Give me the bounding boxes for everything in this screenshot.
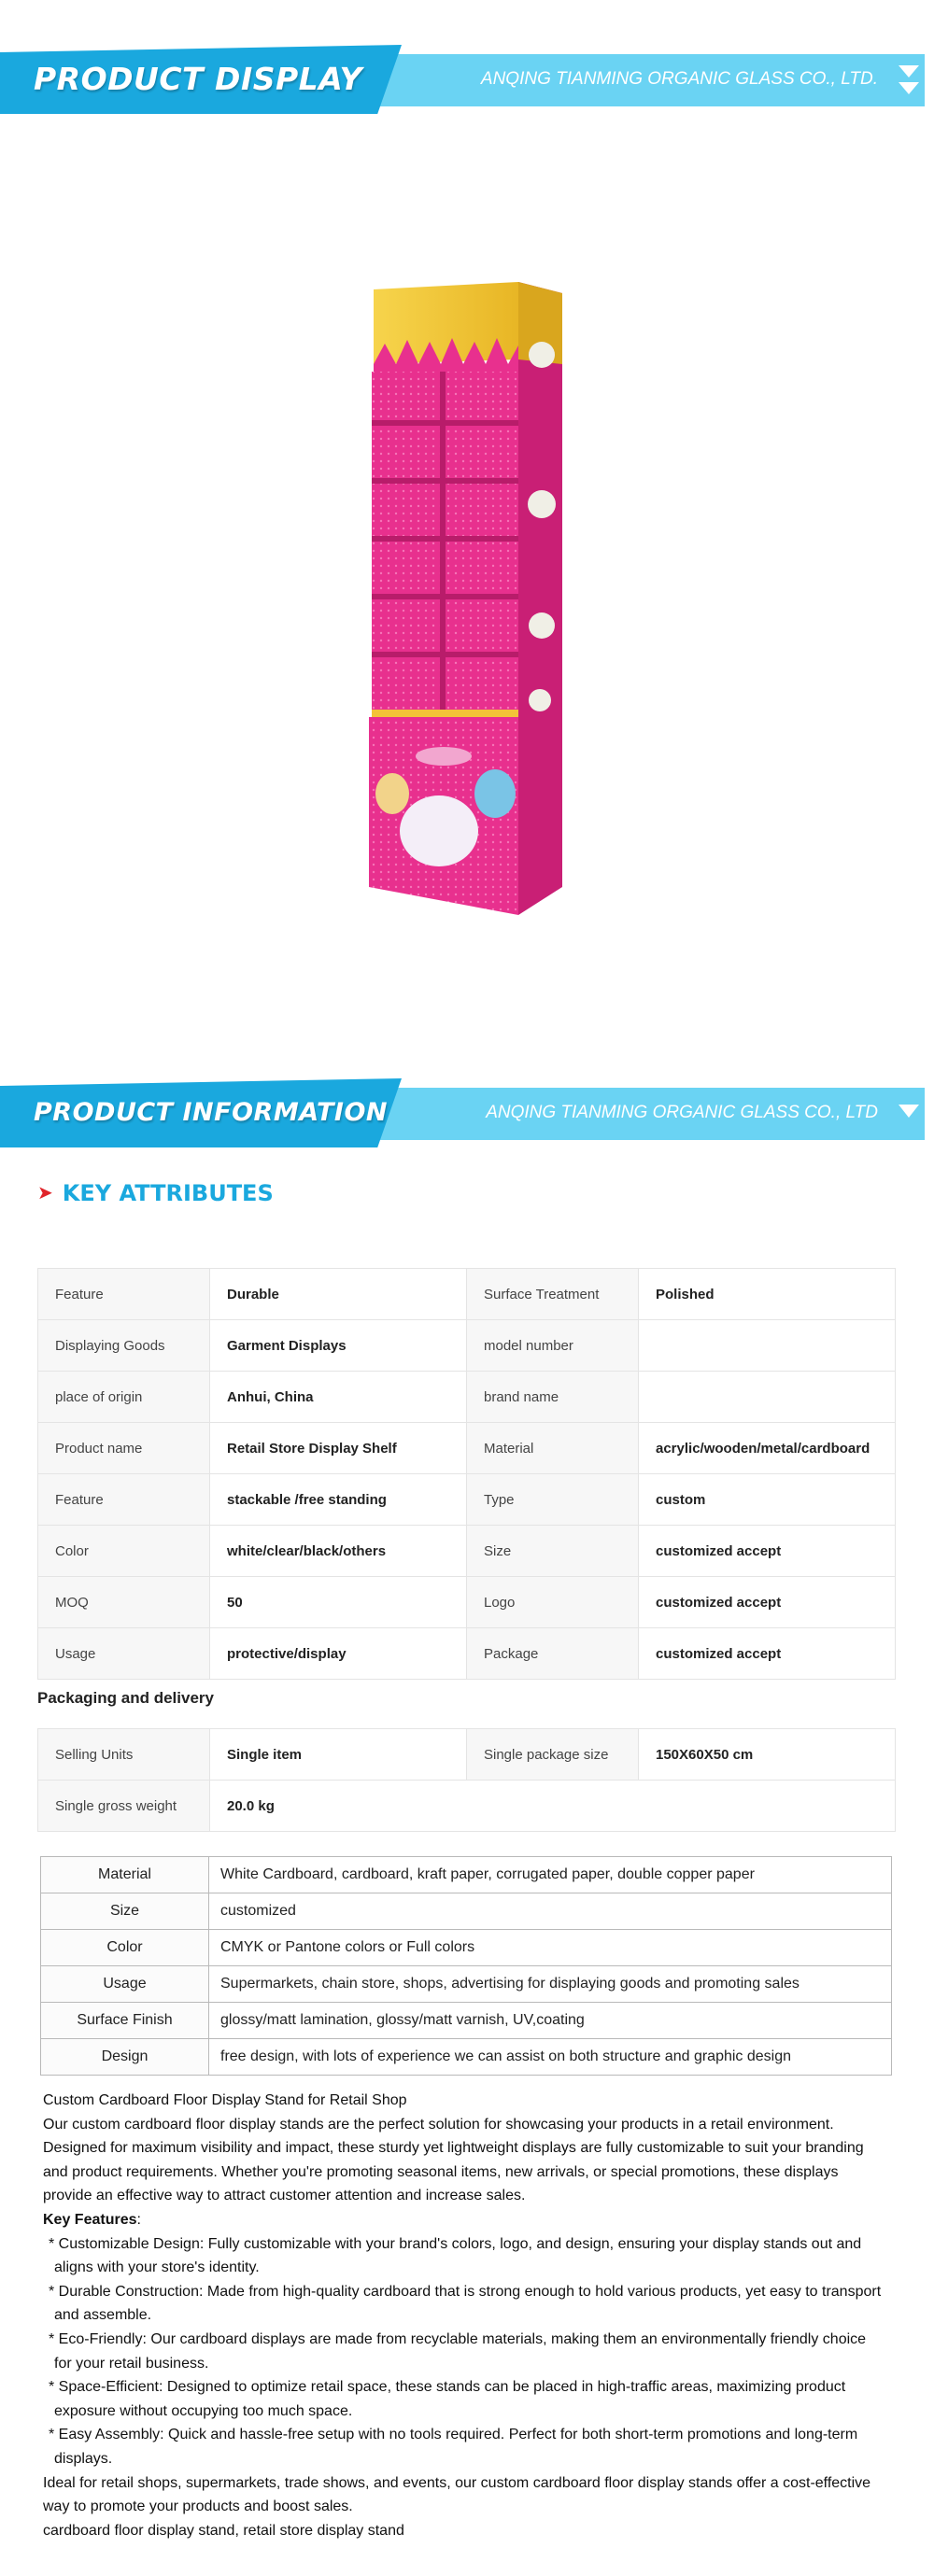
packaging-table [37, 1728, 896, 1832]
attr-key: Displaying Goods [38, 1320, 210, 1372]
product-display-banner [0, 45, 934, 114]
spec-value: customized [209, 1893, 892, 1930]
product-description [43, 2089, 884, 2542]
banner-company-name: ANQING TIANMING ORGANIC GLASS CO., LTD. [480, 69, 878, 89]
attr-key: Package [467, 1628, 639, 1680]
table-row [41, 2003, 892, 2039]
attr-value: customized accept [639, 1628, 896, 1680]
feature-item: * Eco-Friendly: Our cardboard displays are made from recyclable materials, making them an environmentally friendly choice for your retail business. [49, 2330, 867, 2372]
banner-company-name: ANQING TIANMING ORGANIC GLASS CO., LTD [486, 1103, 878, 1122]
attr-key: place of origin [38, 1372, 210, 1423]
table-row [41, 1893, 892, 1930]
banner-title: PRODUCT DISPLAY [34, 61, 362, 97]
attr-key: model number [467, 1320, 639, 1372]
attr-value: Single item [210, 1729, 467, 1781]
attr-key: Selling Units [38, 1729, 210, 1781]
table-row [41, 1857, 892, 1893]
attr-value [639, 1372, 896, 1423]
attr-key: Logo [467, 1577, 639, 1628]
attr-value: 50 [210, 1577, 467, 1628]
feature-item: * Customizable Design: Fully customizable with your brand's colors, logo, and design, ensuring your display stands out and aligns with your store's identity. [49, 2235, 862, 2276]
chevron-down-icon [897, 62, 921, 99]
spec-value: CMYK or Pantone colors or Full colors [209, 1930, 892, 1966]
key-features-label [43, 2208, 884, 2232]
chevron-down-icon [897, 1095, 921, 1133]
attr-value: white/clear/black/others [210, 1526, 467, 1577]
table-row [38, 1320, 896, 1372]
attr-value: Garment Displays [210, 1320, 467, 1372]
spec-value: free design, with lots of experience we can assist on both structure and graphic design [209, 2039, 892, 2076]
description-intro: Our custom cardboard floor display stands are the perfect solution for showcasing your products in a retail environment. Designed for maximum visibility and impact, these sturdy yet lightweight displays are fully customizable to suit your branding and product requirements. Whether you're promoting seasonal items, new arrivals, or special promotions, these displays provide an effective way to attract customer attention and increase sales. [43, 2116, 864, 2204]
attr-value: 150X60X50 cm [639, 1729, 896, 1781]
spec-key: Surface Finish [41, 2003, 209, 2039]
spec-value: Supermarkets, chain store, shops, advertising for displaying goods and promoting sales [209, 1966, 892, 2003]
attr-key: Product name [38, 1423, 210, 1474]
table-row [38, 1628, 896, 1680]
attr-value: customized accept [639, 1577, 896, 1628]
attr-value: protective/display [210, 1628, 467, 1680]
attr-key: Usage [38, 1628, 210, 1680]
key-attributes-table [37, 1268, 896, 1680]
table-row [38, 1729, 896, 1781]
attr-value: stackable /free standing [210, 1474, 467, 1526]
spec-key: Material [41, 1857, 209, 1893]
attr-key: Size [467, 1526, 639, 1577]
description-closing: Ideal for retail shops, supermarkets, trade shows, and events, our custom cardboard floor display stands offer a cost-effective way to promote your products and boost sales. [43, 2474, 871, 2515]
description-title: Custom Cardboard Floor Display Stand for Retail Shop [43, 2092, 407, 2108]
spec-key: Usage [41, 1966, 209, 2003]
attr-value: custom [639, 1474, 896, 1526]
table-row [38, 1577, 896, 1628]
arrow-icon: ➤ [37, 1181, 53, 1204]
spec-value: glossy/matt lamination, glossy/matt varnish, UV,coating [209, 2003, 892, 2039]
feature-item: * Space-Efficient: Designed to optimize retail space, these stands can be placed in high-traffic areas, maximizing product exposure without occupying too much space. [49, 2379, 846, 2419]
attr-key: Color [38, 1526, 210, 1577]
description-tags: cardboard floor display stand, retail store display stand [43, 2522, 404, 2539]
table-row [38, 1423, 896, 1474]
spec-key: Design [41, 2039, 209, 2076]
attr-key: Single gross weight [38, 1781, 210, 1832]
attr-key: Type [467, 1474, 639, 1526]
feature-item: * Easy Assembly: Quick and hassle-free setup with no tools required. Perfect for both short-term promotions and long-term displays. [49, 2427, 858, 2467]
attr-value: Anhui, China [210, 1372, 467, 1423]
key-features-colon: : [136, 2211, 141, 2228]
attr-key: Surface Treatment [467, 1269, 639, 1320]
spec-value: White Cardboard, cardboard, kraft paper, corrugated paper, double copper paper [209, 1857, 892, 1893]
key-features-label-text: Key Features [43, 2211, 137, 2228]
table-row [41, 1966, 892, 2003]
table-row [38, 1474, 896, 1526]
table-row [41, 1930, 892, 1966]
spec-key: Size [41, 1893, 209, 1930]
attr-value [639, 1320, 896, 1372]
attr-value: Retail Store Display Shelf [210, 1423, 467, 1474]
attr-value: customized accept [639, 1526, 896, 1577]
attr-value: acrylic/wooden/metal/cardboard [639, 1423, 896, 1474]
table-row [38, 1269, 896, 1320]
product-information-banner [0, 1078, 934, 1147]
table-row [38, 1372, 896, 1423]
table-row [41, 2039, 892, 2076]
attr-key: MOQ [38, 1577, 210, 1628]
key-attributes-heading [37, 1178, 274, 1206]
product-image [318, 271, 570, 915]
attr-value: Polished [639, 1269, 896, 1320]
banner-title: PRODUCT INFORMATION [34, 1098, 389, 1127]
specification-table [40, 1856, 892, 2076]
attr-key: Feature [38, 1474, 210, 1526]
attr-key: Feature [38, 1269, 210, 1320]
packaging-heading: Packaging and delivery [37, 1689, 214, 1707]
attr-value: Durable [210, 1269, 467, 1320]
feature-item: * Durable Construction: Made from high-quality cardboard that is strong enough to hold various products, yet easy to transport and assemble. [49, 2283, 882, 2324]
attr-key: Single package size [467, 1729, 639, 1781]
table-row [38, 1526, 896, 1577]
attr-key: Material [467, 1423, 639, 1474]
spec-key: Color [41, 1930, 209, 1966]
table-row [38, 1781, 896, 1832]
attr-value: 20.0 kg [210, 1781, 896, 1832]
key-attributes-title: KEY ATTRIBUTES [62, 1180, 274, 1206]
attr-key: brand name [467, 1372, 639, 1423]
